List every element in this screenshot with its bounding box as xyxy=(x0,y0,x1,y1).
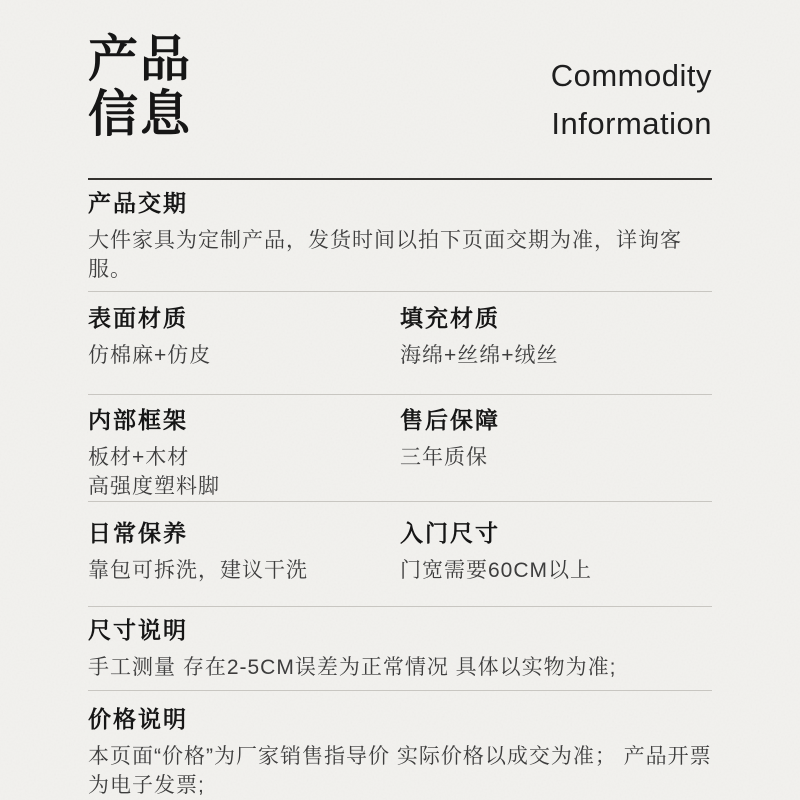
daily-care-text: 靠包可拆洗，建议干洗 xyxy=(88,559,308,582)
product-delivery-heading: 产品交期 xyxy=(88,190,188,216)
filling-material-heading: 填充材质 xyxy=(400,305,500,331)
care-entry-columns xyxy=(88,521,712,585)
entry-size-text: 门宽需要60CM以上 xyxy=(400,559,593,582)
product-delivery-text: 大件家具为定制产品，发货时间以拍下页面交期为准，详询客服。 xyxy=(88,229,682,281)
after-sales-text: 三年质保 xyxy=(400,446,488,469)
page-title-line-2: 信息 xyxy=(88,86,192,142)
section-price-note xyxy=(88,690,712,800)
after-sales-field xyxy=(400,408,712,501)
entry-size-field xyxy=(400,521,712,585)
page-title-line-1: 产品 xyxy=(88,31,192,87)
size-note-heading: 尺寸说明 xyxy=(88,617,188,643)
section-product-delivery xyxy=(88,178,712,291)
content-column xyxy=(88,0,712,800)
page-subtitle-line-2: Information xyxy=(551,106,712,141)
internal-frame-text-line-2: 高强度塑料脚 xyxy=(88,475,220,498)
price-note-text-line-2: 为电子发票; xyxy=(88,774,205,797)
daily-care-heading: 日常保养 xyxy=(88,520,188,546)
surface-material-field xyxy=(88,306,400,370)
section-size-note xyxy=(88,606,712,690)
filling-material-text: 海绵+丝绵+绒丝 xyxy=(400,344,559,367)
internal-frame-heading: 内部框架 xyxy=(88,407,188,433)
price-note-heading: 价格说明 xyxy=(88,706,188,732)
entry-size-heading: 入门尺寸 xyxy=(400,520,500,546)
section-materials xyxy=(88,291,712,394)
price-note-text-line-1: 本页面“价格”为厂家销售指导价 实际价格以成交为准； 产品开票 xyxy=(88,745,712,768)
page-title xyxy=(88,32,192,142)
size-note-text: 手工测量 存在2-5CM误差为正常情况 具体以实物为准; xyxy=(88,656,617,679)
section-care-entry-size xyxy=(88,501,712,606)
section-frame-warranty xyxy=(88,394,712,501)
daily-care-field xyxy=(88,521,400,585)
internal-frame-field xyxy=(88,408,400,501)
filling-material-field xyxy=(400,306,712,370)
surface-material-heading: 表面材质 xyxy=(88,305,188,331)
materials-columns xyxy=(88,306,712,370)
surface-material-text: 仿棉麻+仿皮 xyxy=(88,344,212,367)
after-sales-heading: 售后保障 xyxy=(400,407,500,433)
page-subtitle-line-1: Commodity xyxy=(550,58,712,93)
internal-frame-text-line-1: 板材+木材 xyxy=(88,446,190,469)
page-subtitle-en xyxy=(551,52,712,148)
header xyxy=(88,0,712,178)
frame-warranty-columns xyxy=(88,408,712,501)
